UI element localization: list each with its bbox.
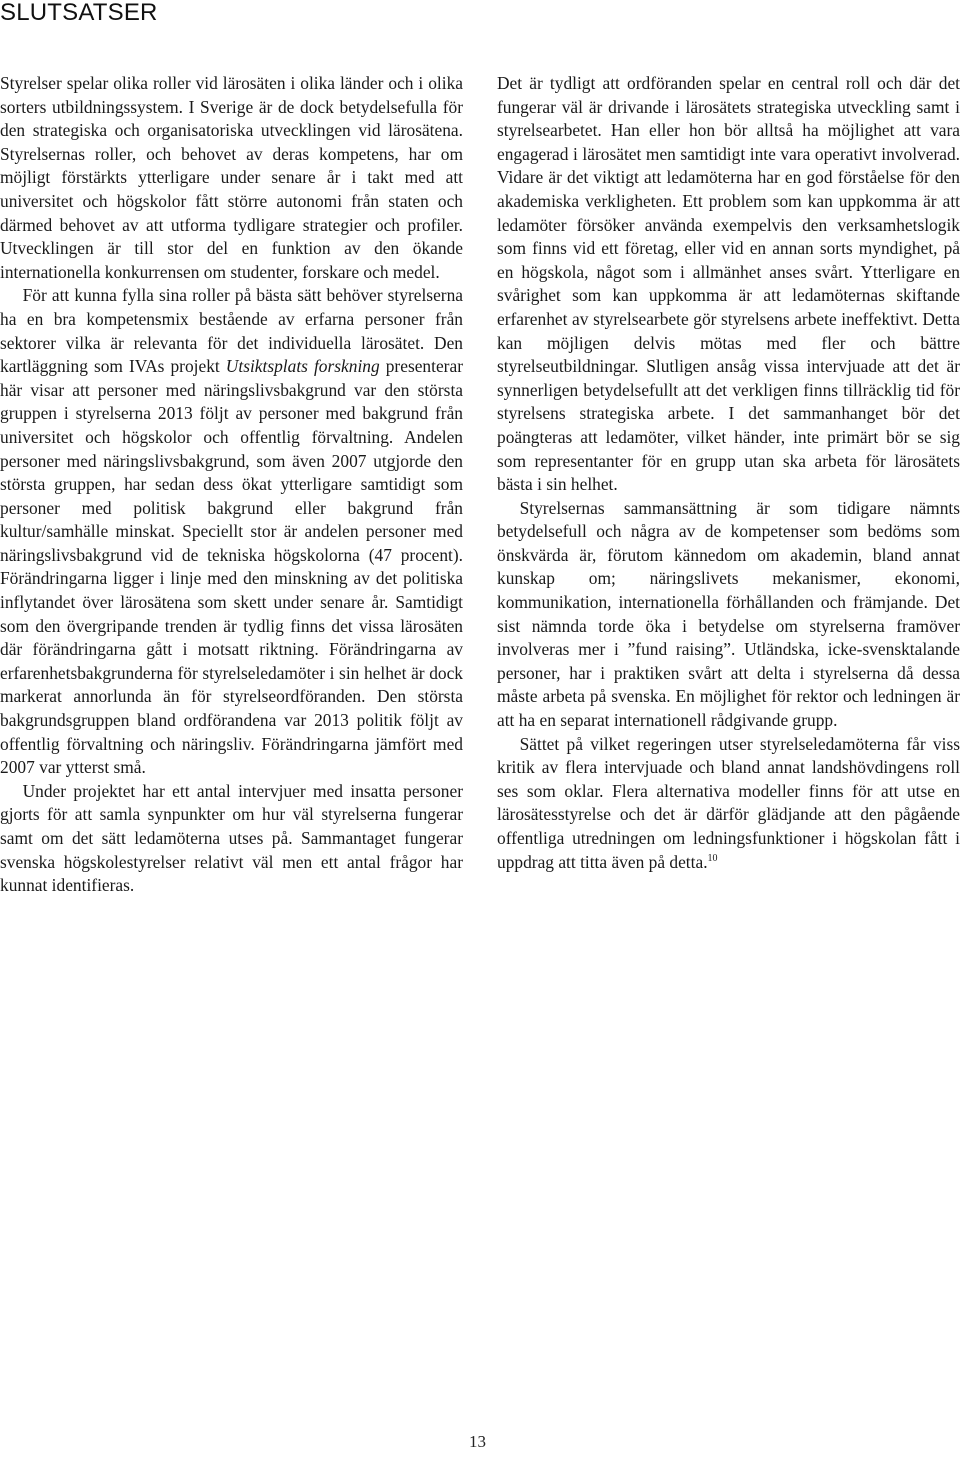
footnote-reference[interactable]: 10 bbox=[707, 852, 718, 864]
left-column bbox=[0, 72, 463, 898]
paragraph-board-composition: Styrelsernas sammansättning är som tidigare nämnts betydelsefull och några av de kompetenser som bedöms som önskvärda är, förutom kännedom om akademin, bland annat kunskap om; näringslivets mekanismer, ekonomi, kommunikation, internationella förhållanden och främjande. Det sist nämnda torde öka i betydelse om styrelserna framöver involveras mer i ”fund raising”. Utländska, icke-svensktalande personer, har i praktiken svårt att delta i styrelserna då dessa måste arbeta på svenska. En möjlighet för rektor och ledningen är att ha en separat internationell rådgivande grupp. bbox=[497, 497, 960, 731]
section-title: SLUTSATSER bbox=[0, 0, 158, 26]
project-title: Utsiktsplats forskning bbox=[225, 356, 380, 377]
right-column bbox=[497, 72, 960, 874]
paragraph-competence-mix bbox=[0, 284, 463, 779]
paragraph-intro: Styrelser spelar olika roller vid lärosäten i olika länder och i olika sorters utbildningssystem. I Sverige är de dock betydelsefulla för den strategiska och organisatoriska utvecklingen vid lärosätena. Styrelsernas roller, och behovet av deras kompetens, har om möjligt förstärkts ytterligare under senare år i takt med att universitet och högskolor fått större autonomi från staten och därmed behovet av att utforma tydligare strategier och profiler. Utvecklingen är till stor del en funktion av den ökande internationella konkurrensen om studenter, forskare och medel. bbox=[0, 73, 463, 282]
paragraph-text: Sättet på vilket regeringen utser styrelseledamöterna får viss kritik av flera intervjuade och bland annat landshövdingens roll ses som oklar. Flera alternativa modeller finns för att utse en lärosätesstyrelse och det är därför glädjande att den pågående offentliga utredningen om ledningsfunktioner i högskolan fått i uppdrag att titta även på detta. bbox=[497, 733, 960, 872]
paragraph-interviews: Under projektet har ett antal intervjuer med insatta personer gjorts för att samla synpunkter om hur väl styrelserna fungerar samt om det sätt ledamöterna utses på. Sammantaget fungerar svenska högskolestyrelser relativt väl men ett antal frågor har kunnat identifieras. bbox=[0, 780, 463, 896]
paragraph-appointment bbox=[497, 733, 960, 875]
page-number: 13 bbox=[469, 1432, 486, 1451]
paragraph-text: För att kunna fylla sina roller på bästa sätt behöver styrelserna ha en bra kompetensmix bestående av erfarna personer från sektorer vilka är relevanta för det individuella lärosätet. Den kartläggning som IVAs projekt bbox=[0, 285, 463, 377]
paragraph-chair-role: Det är tydligt att ordföranden spelar en central roll och där det fungerar väl är drivande i lärosätets strategiska utveckling samt i styrelsearbetet. Han eller hon bör alltså ha möjlighet att vara engagerad i lärosätet men samtidigt inte vara operativt involverad. Vidare är det viktigt att ledamöterna har en god förståelse för den akademiska verkligheten. Ett problem som kan uppkomma är att ledamöter försöker använda exempelvis den verksamhetslogik som finns vid ett företag, eller vid en annan sorts myndighet, på en högskola, något som i allmänhet anses svårt. Ytterligare en svårighet som kan uppkomma är att ledamöternas skiftande erfarenhet av styrelsearbete gör styrelsens arbete ineffektivt. Detta kan möjligen delvis mötas med fler och bättre styrelseutbildningar. Slutligen ansåg vissa intervjuade att det är synnerligen betydelsefullt att det verkligen finns tillräcklig tid för styrelsens strategiska arbete. I det sammanhanget bör det poängteras att ledamöter, vilket händer, inte primärt bör se sig som representanter för en grupp utan ska arbeta för lärosätets bästa i sin helhet. bbox=[497, 73, 960, 495]
paragraph-text: presenterar här visar att personer med näringslivsbakgrund var den största gruppen i styrelserna 2013 följt av personer med bakgrund från universitet och högskolor och offentlig förvaltning. Andelen personer med näringslivsbakgrund, som även 2007 utgjorde den största gruppen, har sedan dess ökat ytterligare samtidigt som personer med politisk bakgrund eller bakgrund från kultur/samhälle minskat. Speciellt stor är andelen personer med näringslivsbakgrund vid de tekniska högskolorna (47 procent). Förändringarna ligger i linje med den minskning av det politiska inflytandet över lärosätena som skett under senare år. Samtidigt som den övergripande trenden är tydlig finns det vissa lärosäten där förändringarna gått i motsatt riktning. Förändringarna av erfarenhetsbakgrunderna för styrelseledamöter i sin helhet är dock markerat annorlunda än för styrelseordföranden. Den största bakgrundsgruppen bland ordförandena var 2013 politik följt av offentlig förvaltning och näringsliv. Förändringarna jämfört med 2007 var ytterst små. bbox=[0, 356, 463, 778]
